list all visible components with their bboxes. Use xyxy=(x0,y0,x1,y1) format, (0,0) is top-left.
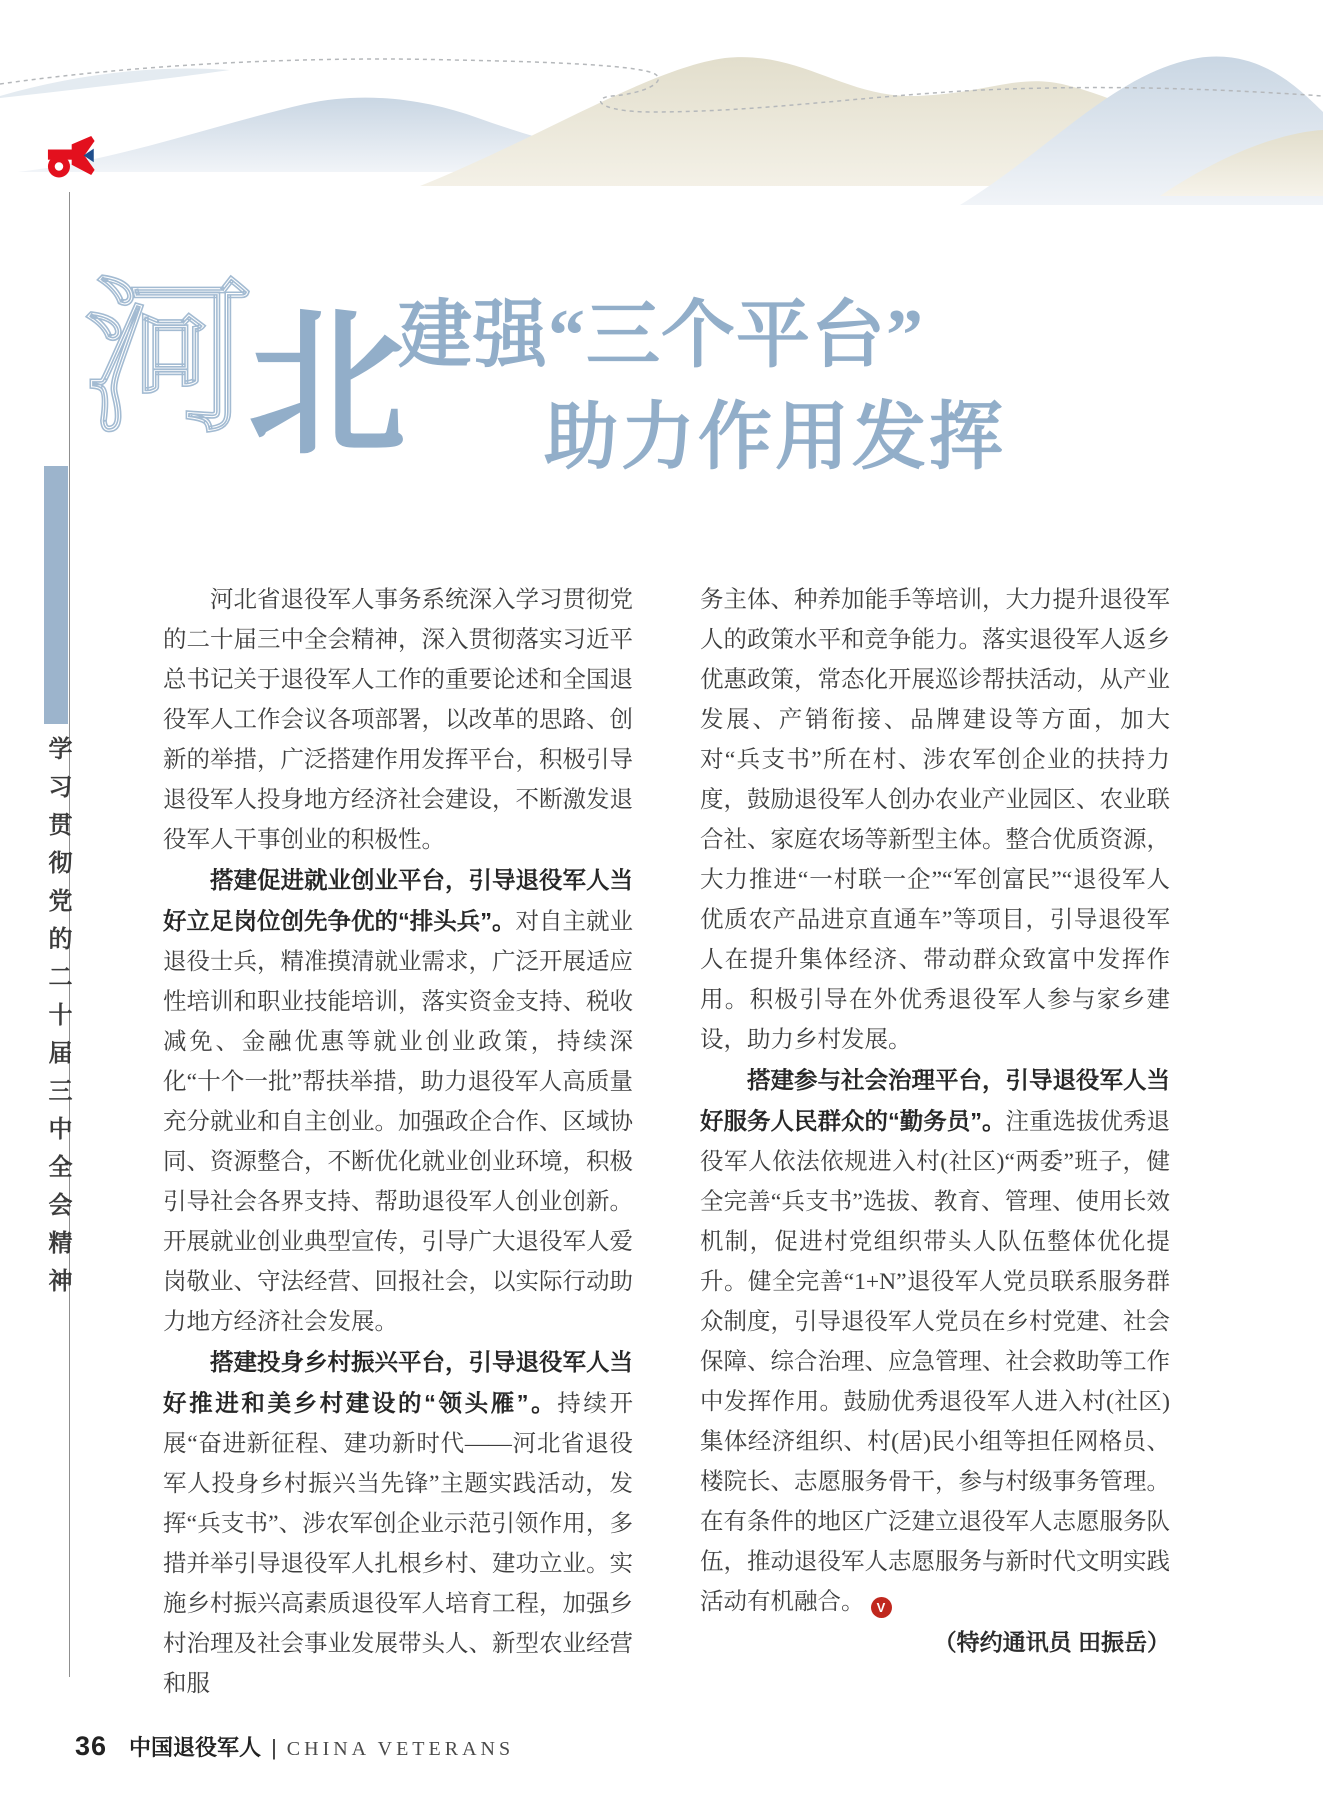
paragraph-1-text: 河北省退役军人事务系统深入学习贯彻党的二十届三中全会精神，深入贯彻落实习近平总书记关于退役军人工作的重要论述和全国退役军人工作会议各项部署，以改革的思路、创新的举措，广泛搭建作用发挥平台，积极引导退役军人投身地方经济社会建设，不断激发退役军人干事创业的积极性。 xyxy=(163,587,633,853)
headline-solid-char: 北 xyxy=(248,299,406,474)
magazine-logo-icon xyxy=(42,130,98,186)
article-column-1 xyxy=(163,580,633,1704)
article-column-2 xyxy=(700,580,1170,1662)
paragraph-3 xyxy=(163,1342,633,1704)
magazine-name-en: CHINA VETERANS xyxy=(286,1738,515,1760)
page-number: 36 xyxy=(75,1731,108,1761)
headline-outline-char-glyph: 河 xyxy=(84,267,252,448)
mountain-wisp-left xyxy=(0,68,230,98)
page-footer xyxy=(75,1731,514,1762)
article-end-mark-icon: V xyxy=(871,1597,892,1618)
paragraph-3-lead: 搭建投身乡村振兴平台，引导退役军人当好推进和美乡村建设的“领头雁”。 xyxy=(163,1349,633,1416)
headline-line1: 建强“三个平台” xyxy=(398,295,924,377)
section-vertical-label: 学习贯彻党的二十届三中全会精神 xyxy=(44,736,71,1306)
logo-bell-hole xyxy=(55,162,63,170)
footer-divider: | xyxy=(271,1735,277,1760)
decorative-mountains xyxy=(0,0,1323,215)
paragraph-2 xyxy=(163,860,633,1342)
paragraph-4-text: 注重选拔优秀退役军人依法依规进入村(社区)“两委”班子，健全完善“兵支书”选拔、教育、管理、使用长效机制，促进村党组织带头人队伍整体优化提升。健全完善“1+N”退役军人党员联系服务群众制度，引导退役军人党员在乡村党建、社会保障、综合治理、应急管理、社会救助等工作中发挥作用。鼓励优秀退役军人进入村(社区)集体经济组织、村(居)民小组等担任网格员、楼院长、志愿服务骨干，参与村级事务管理。在有条件的地区广泛建立退役军人志愿服务队伍，推动退役军人志愿服务与新时代文明实践活动有机融合。 xyxy=(700,1109,1170,1615)
paragraph-1 xyxy=(163,580,633,860)
paragraph-3-continued-text: 务主体、种养加能手等培训，大力提升退役军人的政策水平和竞争能力。落实退役军人返乡优惠政策，常态化开展巡诊帮扶活动，从产业发展、产销衔接、品牌建设等方面，加大对“兵支书”所在村、涉农军创企业的扶持力度，鼓励退役军人创办农业产业园区、农业联合社、家庭农场等新型主体。整合优质资源，大力推进“一村联一企”“军创富民”“退役军人优质农产品进京直通车”等项目，引导退役军人在提升集体经济、带动群众致富中发挥作用。积极引导在外优秀退役军人参与家乡建设，助力乡村发展。 xyxy=(700,587,1170,1053)
byline: （特约通讯员 田振岳） xyxy=(933,1629,1170,1655)
paragraph-4-lead: 搭建参与社会治理平台，引导退役军人当好服务人民群众的“勤务员”。 xyxy=(700,1067,1170,1134)
magazine-name-cn: 中国退役军人 xyxy=(129,1735,262,1760)
paragraph-3-text: 持续开展“奋进新征程、建功新时代——河北省退役军人投身乡村振兴当先锋”主题实践活动，发挥“兵支书”、涉农军创企业示范引领作用，多措并举引导退役军人扎根乡村、建功立业。实施乡村振兴高素质退役军人培育工程，加强乡村治理及社会事业发展带头人、新型农业经营和服 xyxy=(163,1391,634,1697)
accent-bar xyxy=(44,466,68,724)
paragraph-2-lead: 搭建促进就业创业平台，引导退役军人当好立足岗位创先争优的“排头兵”。 xyxy=(163,867,633,934)
headline-line2: 助力作用发挥 xyxy=(544,397,1006,479)
paragraph-3-continued xyxy=(700,580,1170,1060)
paragraph-2-text: 对自主就业退役士兵，精准摸清就业需求，广泛开展适应性培训和职业技能培训，落实资金支持、税收减免、金融优惠等就业创业政策，持续深化“十个一批”帮扶举措，助力退役军人高质量充分就业和自主创业。加强政企合作、区域协同、资源整合，不断优化就业创业环境，积极引导社会各界支持、帮助退役军人创业创新。开展就业创业典型宣传，引导广大退役军人爱岗敬业、守法经营、回报社会，以实际行动助力地方经济社会发展。 xyxy=(163,909,633,1335)
paragraph-4 xyxy=(700,1060,1170,1622)
